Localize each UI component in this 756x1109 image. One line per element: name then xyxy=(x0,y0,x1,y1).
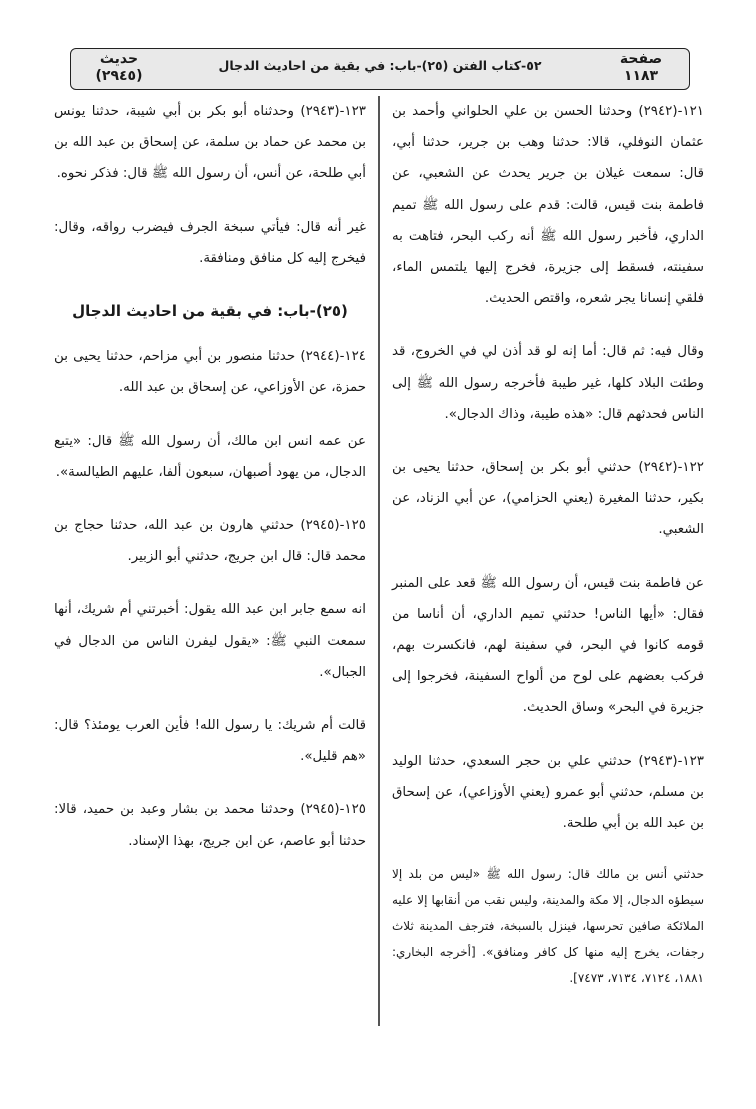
hadith-paragraph: غير أنه قال: فيأتي سبخة الجرف فيضرب رواقه، وقال: فيخرج إليه كل منافق ومنافقة. xyxy=(54,219,366,266)
hadith-paragraph: حدثني أنس بن مالك قال: رسول الله ﷺ «ليس من بلد إلا سيطؤه الدجال، إلا مكة والمدينة، وليس نقب من أنقابها إلا عليه الملائكة صافين تحرسها، فينزل بالسبخة، فترجف المدينة ثلاث رجفات، يخرج إليه منها كل كافر ومنافق». [أخرجه البخاري: ١٨٨١، ٧١٢٤، ٧١٣٤، ٧٤٧٣]. xyxy=(392,867,704,986)
hadith-paragraph: ١٢١-(٢٩٤٢) وحدثنا الحسن بن علي الحلواني وأحمد بن عثمان النوفلي، قالا: حدثنا وهب بن جرير، حدثنا أبي، قال: سمعت غيلان بن جرير يحدث عن الشعبي، عن فاطمة بنت قيس، قالت: قدم على رسول الله ﷺ تميم الداري، فأخبر رسول الله ﷺ أنه ركب البحر، فتاهت به سفينته، فسقط إلى جزيرة، فخرج إليها يلتمس الماء، فلقي إنسانا يجر شعره، واقتص الحديث. xyxy=(392,104,704,307)
running-title: ٥٢-كتاب الفتن (٢٥)-باب: في بقية من احاديث الدجال xyxy=(218,58,542,73)
page-number-box xyxy=(601,51,681,85)
hadith-label: حديث xyxy=(99,51,139,67)
hadith-paragraph: ١٢٥-(٢٩٤٥) وحدثنا محمد بن بشار وعبد بن حميد، قالا: حدثنا أبو عاصم، عن ابن جريج، بهذا الإسناد. xyxy=(54,802,366,849)
left-column xyxy=(54,96,366,879)
chapter-heading: (٢٥)-باب: في بقية من احاديث الدجال xyxy=(72,302,348,321)
hadith-paragraph: ١٢٣-(٢٩٤٣) وحدثناه أبو بكر بن أبي شيبة، حدثنا يونس بن محمد عن حماد بن سلمة، عن إسحاق بن عبد الله بن أبي طلحة، عن أنس، أن رسول الله ﷺ قال: فذكر نحوه. xyxy=(54,104,366,182)
right-column xyxy=(392,96,704,1003)
hadith-paragraph: ١٢٢-(٢٩٤٢) حدثني أبو بكر بن إسحاق، حدثنا يحيى بن بكير، حدثنا المغيرة (يعني الحزامي)، عن أبي الزناد، عن الشعبي. xyxy=(392,460,704,538)
column-divider xyxy=(378,96,380,1026)
page-number: ١١٨٣ xyxy=(623,68,659,84)
hadith-number-box xyxy=(79,51,159,85)
hadith-paragraph: عن فاطمة بنت قيس، أن رسول الله ﷺ قعد على المنبر فقال: «أيها الناس! حدثني تميم الداري، أن أناسا من قومه كانوا في البحر، في سفينة لهم، فانكسرت بهم، فركب بعضهم على لوح من ألواح السفينة، فخرجوا إلى جزيرة في البحر» وساق الحديث. xyxy=(392,575,704,716)
hadith-paragraph: ١٢٥-(٢٩٤٥) حدثني هارون بن عبد الله، حدثنا حجاج بن محمد قال: قال ابن جريج، حدثني أبو الزبير. xyxy=(54,518,366,565)
hadith-paragraph: ١٢٤-(٢٩٤٤) حدثنا منصور بن أبي مزاحم، حدثنا يحيى بن حمزة، عن الأوزاعي، عن إسحاق بن عبد الله. xyxy=(54,349,366,396)
page-label: صفحة xyxy=(619,51,663,67)
hadith-paragraph: ١٢٣-(٢٩٤٣) حدثني علي بن حجر السعدي، حدثنا الوليد بن مسلم، حدثني أبو عمرو (يعني الأوزاعي)، عن إسحاق بن عبد الله بن أبي طلحة. xyxy=(392,753,704,832)
hadith-number: (٢٩٤٥) xyxy=(95,68,143,84)
page-header xyxy=(70,48,690,90)
hadith-paragraph: وقال فيه: ثم قال: أما إنه لو قد أذن لي في الخروج، قد وطئت البلاد كلها، غير طيبة فأخرجه رسول الله ﷺ إلى الناس فحدثهم قال: «هذه طيبة، وذاك الدجال». xyxy=(392,344,704,422)
hadith-paragraph: عن عمه انس ابن مالك، أن رسول الله ﷺ قال: «يتبع الدجال، من يهود أصبهان، سبعون ألفا، عليهم الطيالسة». xyxy=(54,433,366,480)
hadith-paragraph: انه سمع جابر ابن عبد الله يقول: أخبرتني أم شريك، أنها سمعت النبي ﷺ: «يقول ليفرن الناس من الدجال في الجبال». xyxy=(54,602,366,680)
hadith-paragraph: قالت أم شريك: يا رسول الله! فأين العرب يومئذ؟ قال: «هم قليل». xyxy=(54,718,366,765)
